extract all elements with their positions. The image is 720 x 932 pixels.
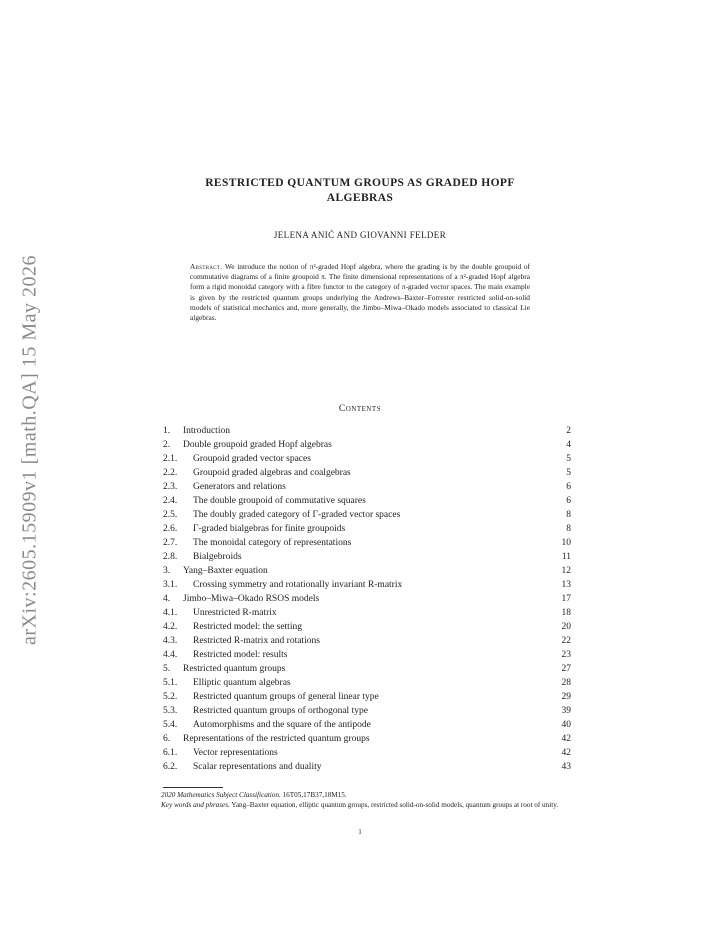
toc-entry-page: 13 <box>561 580 571 590</box>
toc-entry-title: The double groupoid of commutative squares <box>193 496 366 506</box>
toc-entry-page: 43 <box>561 762 571 772</box>
toc-entry[interactable] <box>163 536 571 550</box>
toc-entry-number: 4.3. <box>163 636 178 646</box>
arxiv-identifier: arXiv:2605.15909v1 [math.QA] 15 May 2026 <box>18 255 41 645</box>
toc-entry-number: 6. <box>163 734 171 744</box>
toc-entry-number: 2.6. <box>163 524 178 534</box>
toc-entry[interactable] <box>163 522 571 536</box>
toc-entry-page: 42 <box>561 734 571 744</box>
toc-entry-title: The monoidal category of representations <box>193 538 352 548</box>
abstract <box>190 262 530 323</box>
msc-footnote <box>147 791 572 801</box>
toc-entry-title: Restricted quantum groups of general linear type <box>193 692 379 702</box>
toc-entry-page: 40 <box>561 720 571 730</box>
toc-entry-title: Elliptic quantum algebras <box>193 678 291 688</box>
toc-entry-number: 1. <box>163 426 171 436</box>
toc-entry[interactable] <box>163 620 571 634</box>
toc-entry-number: 5.1. <box>163 678 178 688</box>
toc-entry[interactable] <box>163 746 571 760</box>
toc-entry[interactable] <box>163 424 571 438</box>
toc-entry-number: 4.4. <box>163 650 178 660</box>
toc-entry[interactable] <box>163 466 571 480</box>
toc-entry[interactable] <box>163 494 571 508</box>
toc-entry-number: 2.7. <box>163 538 178 548</box>
toc-entry-title: Yang–Baxter equation <box>183 566 268 576</box>
toc-entry-number: 3.1. <box>163 580 178 590</box>
toc-entry-page: 4 <box>566 440 571 450</box>
toc-entry-page: 42 <box>561 748 571 758</box>
toc-entry-page: 17 <box>561 594 571 604</box>
title-line-1: RESTRICTED QUANTUM GROUPS AS GRADED HOPF <box>205 177 515 189</box>
arxiv-sidebar-stamp <box>8 240 52 660</box>
contents-heading: Contents <box>338 404 382 414</box>
toc-entry-title: Representations of the restricted quantum groups <box>183 734 370 744</box>
toc-entry[interactable] <box>163 480 571 494</box>
toc-entry[interactable] <box>163 634 571 648</box>
toc-entry-title: Double groupoid graded Hopf algebras <box>183 440 332 450</box>
toc-entry[interactable] <box>163 578 571 592</box>
toc-entry-title: Unrestricted R-matrix <box>193 608 277 618</box>
toc-entry-number: 5.3. <box>163 706 178 716</box>
toc-entry-page: 22 <box>561 636 571 646</box>
toc-entry-title: Jimbo–Miwa–Okado RSOS models <box>183 594 320 604</box>
msc-value: 16T05,17B37,18M15. <box>282 791 347 799</box>
toc-entry-page: 18 <box>561 608 571 618</box>
toc-entry[interactable] <box>163 690 571 704</box>
abstract-heading: Abstract. <box>190 262 223 271</box>
toc-entry[interactable] <box>163 592 571 606</box>
page-number: 1 <box>358 828 362 836</box>
toc-entry[interactable] <box>163 704 571 718</box>
toc-entry-number: 6.2. <box>163 762 178 772</box>
toc-entry-page: 5 <box>566 468 571 478</box>
toc-entry-title: Vector representations <box>193 748 278 758</box>
toc-entry-page: 10 <box>561 538 571 548</box>
toc-entry-title: Restricted model: the setting <box>193 622 302 632</box>
toc-entry[interactable] <box>163 564 571 578</box>
toc-entry-number: 5.2. <box>163 692 178 702</box>
toc-entry-page: 20 <box>561 622 571 632</box>
toc-entry-title: Restricted quantum groups <box>183 664 286 674</box>
toc-entry-page: 8 <box>566 524 571 534</box>
title-line-2: ALGEBRAS <box>326 192 394 204</box>
toc-entry-title: Groupoid graded vector spaces <box>193 454 311 464</box>
paper-title <box>150 176 570 206</box>
toc-entry-title: The doubly graded category of Γ-graded vector spaces <box>193 510 401 520</box>
toc-entry-page: 27 <box>561 664 571 674</box>
toc-entry-title: Restricted R-matrix and rotations <box>193 636 320 646</box>
footnotes <box>147 791 572 810</box>
toc-entry[interactable] <box>163 732 571 746</box>
toc-entry-page: 2 <box>566 426 571 436</box>
toc-entry[interactable] <box>163 438 571 452</box>
toc-entry-title: Groupoid graded algebras and coalgebras <box>193 468 351 478</box>
toc-entry-title: Restricted quantum groups of orthogonal type <box>193 706 368 716</box>
authors: JELENA ANIĆ AND GIOVANNI FELDER <box>273 230 447 240</box>
toc-entry-page: 39 <box>561 706 571 716</box>
abstract-text: We introduce the notion of π²-graded Hopf algebra, where the grading is by the double groupoid of commutative diagrams of a finite groupoid π. The finite dimensional representations of a π²-graded Hopf algebra form a rigid monoidal category with a fibre functor to the category of π-graded vector spaces. The main example is given by the restricted quantum groups underlying the Andrews–Baxter–Forrester restricted solid-on-solid models of statistical mechanics and, more generally, the Jimbo–Miwa–Okado models associated to classical Lie algebras. <box>190 262 530 323</box>
toc-entry-page: 29 <box>561 692 571 702</box>
toc-entry-title: Generators and relations <box>193 482 286 492</box>
toc-entry-page: 23 <box>561 650 571 660</box>
toc-entry-page: 12 <box>561 566 571 576</box>
toc-entry[interactable] <box>163 606 571 620</box>
toc-entry-page: 8 <box>566 510 571 520</box>
toc-entry-number: 4.1. <box>163 608 178 618</box>
toc-entry-number: 5.4. <box>163 720 178 730</box>
toc-entry[interactable] <box>163 550 571 564</box>
toc-entry-number: 4.2. <box>163 622 178 632</box>
toc-entry-number: 2.3. <box>163 482 178 492</box>
table-of-contents <box>163 424 571 774</box>
toc-entry-page: 5 <box>566 454 571 464</box>
toc-entry-title: Bialgebroids <box>193 552 242 562</box>
toc-entry-title: Introduction <box>183 426 230 436</box>
keywords-value: Yang–Baxter equation, elliptic quantum groups, restricted solid-on-solid models, quantum groups at root of unity. <box>231 800 559 809</box>
footnote-rule <box>163 787 223 788</box>
keywords-label: Key words and phrases. <box>161 800 230 809</box>
toc-entry-page: 11 <box>561 552 571 562</box>
toc-entry-title: Restricted model: results <box>193 650 288 660</box>
toc-entry-page: 28 <box>561 678 571 688</box>
toc-entry-number: 5. <box>163 664 171 674</box>
toc-entry-page: 6 <box>566 496 571 506</box>
toc-entry-number: 2.1. <box>163 454 178 464</box>
toc-entry[interactable] <box>163 760 571 774</box>
toc-entry-number: 6.1. <box>163 748 178 758</box>
msc-label: 2020 Mathematics Subject Classification. <box>161 791 281 799</box>
toc-entry-number: 2.8. <box>163 552 178 562</box>
toc-entry[interactable] <box>163 648 571 662</box>
toc-entry[interactable] <box>163 676 571 690</box>
toc-entry-number: 2. <box>163 440 171 450</box>
toc-entry[interactable] <box>163 662 571 676</box>
toc-entry-number: 4. <box>163 594 171 604</box>
keywords-footnote <box>147 801 572 811</box>
toc-entry[interactable] <box>163 452 571 466</box>
toc-entry[interactable] <box>163 718 571 732</box>
toc-entry-number: 3. <box>163 566 171 576</box>
toc-entry-title: Automorphisms and the square of the antipode <box>193 720 371 730</box>
toc-entry-title: Crossing symmetry and rotationally invariant R-matrix <box>193 580 403 590</box>
toc-entry-title: Γ-graded bialgebras for finite groupoids <box>193 524 346 534</box>
toc-entry-number: 2.4. <box>163 496 178 506</box>
toc-entry[interactable] <box>163 508 571 522</box>
toc-entry-number: 2.2. <box>163 468 178 478</box>
toc-entry-page: 6 <box>566 482 571 492</box>
toc-entry-number: 2.5. <box>163 510 178 520</box>
toc-entry-title: Scalar representations and duality <box>193 762 322 772</box>
